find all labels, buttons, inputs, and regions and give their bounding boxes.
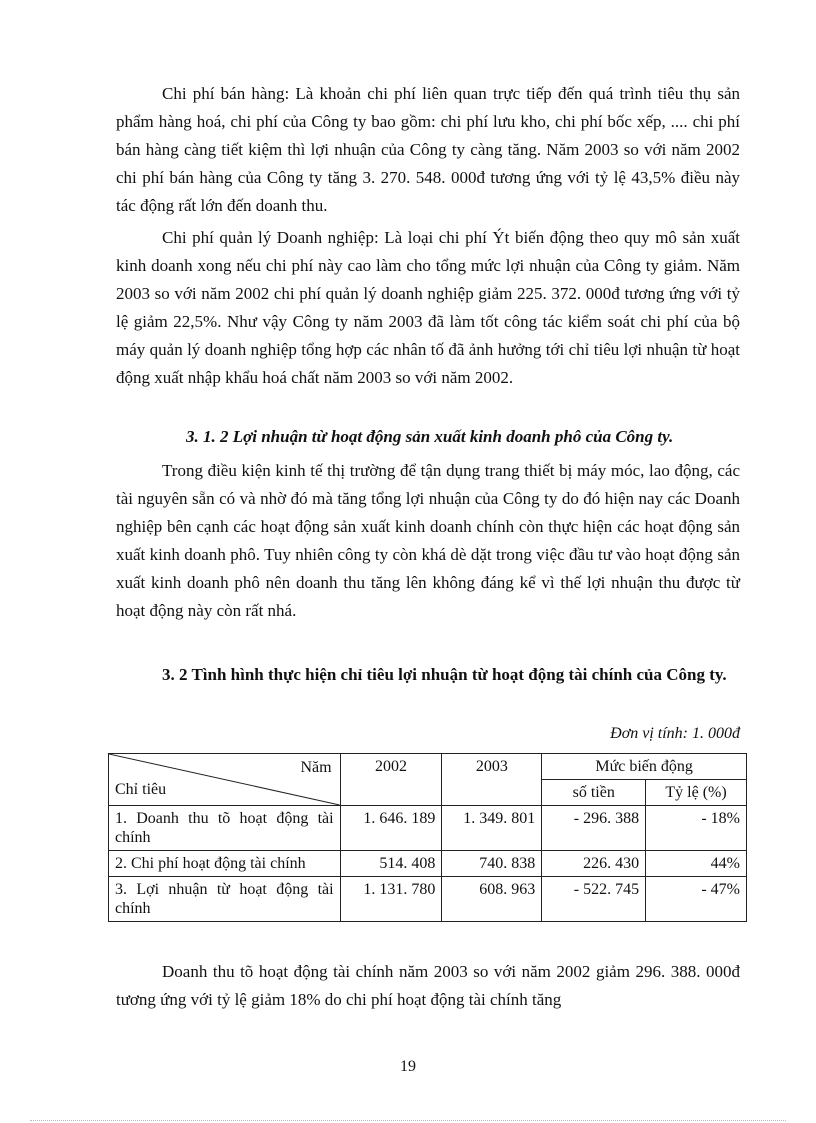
cell-amount: - 296. 388 bbox=[542, 806, 646, 851]
cell-rate: - 18% bbox=[646, 806, 747, 851]
paragraph-selling-costs: Chi phí bán hàng: Là khoản chi phí liên quan trực tiếp đến quá trình tiêu thụ sản phẩm hàng hoá, chi phí của Công ty bao gồm: chi phí lưu kho, chi phí bốc xếp, .... chi phí bán hàng càng tiết kiệm thì lợi nhuận của Công ty càng tăng. Năm 2003 so với năm 2002 chi phí bán hàng của Công ty tăng 3. 270. 548. 000đ tương ứng với tỷ lệ 43,5% điều này tác động rất lớn đến doanh thu. bbox=[116, 84, 740, 215]
heading-section-3-2: 3. 2 Tình hình thực hiện chỉ tiêu lợi nhuận từ hoạt động tài chính của Công ty. bbox=[162, 665, 727, 684]
cell-amount: 226. 430 bbox=[542, 851, 646, 877]
row-label: 3. Lợi nhuận từ hoạt động tài chính bbox=[109, 877, 341, 922]
heading-section-3-1-2: 3. 1. 2 Lợi nhuận từ hoạt động sản xuất kinh doanh phô của Công ty. bbox=[186, 427, 674, 446]
header-criteria: Chỉ tiêu bbox=[115, 781, 167, 798]
table-row bbox=[109, 851, 747, 877]
header-change: Mức biến động bbox=[542, 754, 747, 780]
header-amount: số tiền bbox=[542, 780, 646, 806]
table-row bbox=[109, 877, 747, 922]
cell-2002: 1. 131. 780 bbox=[340, 877, 442, 922]
page-bottom-divider bbox=[30, 1120, 786, 1121]
table-header-row bbox=[109, 754, 747, 780]
row-label: 1. Doanh thu tõ hoạt động tài chính bbox=[109, 806, 341, 851]
paragraph-secondary-business: Trong điều kiện kinh tế thị trường để tận dụng trang thiết bị máy móc, lao động, các tài nguyên sẵn có và nhờ đó mà tăng tổng lợi nhuận của Công ty do đó hiện nay các Doanh nghiệp bên cạnh các hoạt động sản xuất kinh doanh chính còn thực hiện các hoạt động sản xuất kinh doanh phô. Tuy nhiên công ty còn khá dè dặt trong việc đầu tư vào hoạt động sản xuất kinh doanh phô nên doanh thu tăng lên không đáng kể vì thế lợi nhuận thu được từ hoạt động này còn rất nhá. bbox=[116, 461, 740, 620]
cell-2003: 608. 963 bbox=[442, 877, 542, 922]
paragraph-management-costs: Chi phí quản lý Doanh nghiệp: Là loại chi phí Ýt biến động theo quy mô sản xuất kinh doanh xong nếu chi phí này cao làm cho tổng mức lợi nhuận của Công ty giảm. Năm 2003 so với năm 2002 chi phí quản lý doanh nghiệp giảm 225. 372. 000đ tương ứng với tỷ lệ giảm 22,5%. Như vậy Công ty năm 2003 đã làm tốt công tác kiểm soát chi phí của bộ máy quản lý doanh nghiệp tổng hợp các nhân tố đã ảnh hưởng tới chỉ tiêu lợi nhuận từ hoạt động xuất nhập khẩu hoá chất năm 2003 so với năm 2002. bbox=[116, 228, 740, 387]
financial-activity-table bbox=[108, 753, 747, 922]
header-2002: 2002 bbox=[340, 754, 442, 806]
cell-rate: - 47% bbox=[646, 877, 747, 922]
cell-2002: 514. 408 bbox=[340, 851, 442, 877]
header-rate: Tỷ lệ (%) bbox=[646, 780, 747, 806]
cell-2003: 1. 349. 801 bbox=[442, 806, 542, 851]
paragraph-financial-revenue: Doanh thu tõ hoạt động tài chính năm 2003 so với năm 2002 giảm 296. 388. 000đ tương ứng với tỷ lệ giảm 18% do chi phí hoạt động tài chính tăng bbox=[116, 962, 740, 1009]
header-2003: 2003 bbox=[442, 754, 542, 806]
page-number: 19 bbox=[400, 1058, 416, 1075]
cell-rate: 44% bbox=[646, 851, 747, 877]
diagonal-header-cell bbox=[109, 754, 341, 806]
cell-2003: 740. 838 bbox=[442, 851, 542, 877]
unit-label: Đơn vị tính: 1. 000đ bbox=[610, 725, 740, 742]
cell-amount: - 522. 745 bbox=[542, 877, 646, 922]
cell-2002: 1. 646. 189 bbox=[340, 806, 442, 851]
row-label: 2. Chi phí hoạt động tài chính bbox=[109, 851, 341, 877]
table-row bbox=[109, 806, 747, 851]
header-year: Năm bbox=[300, 759, 332, 776]
